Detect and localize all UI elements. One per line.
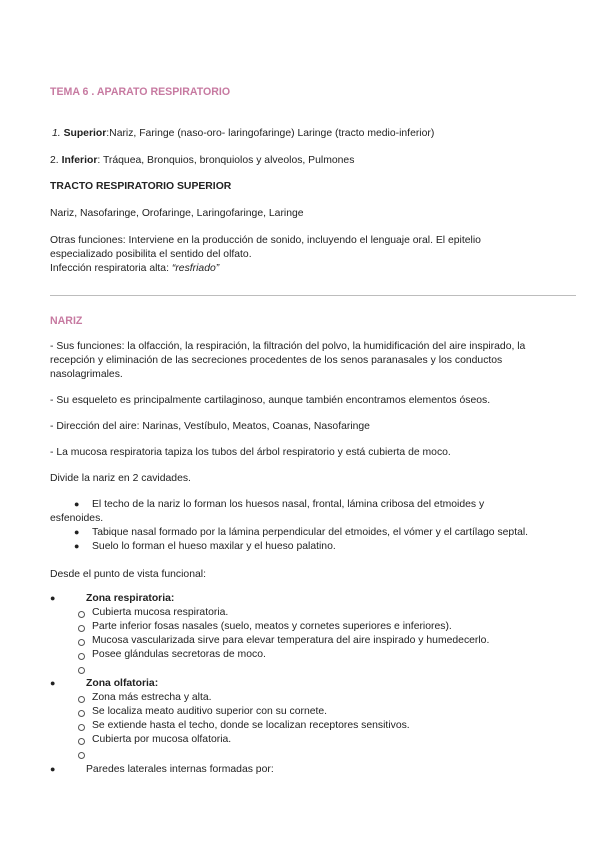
bullet-icon: ● [74,541,80,551]
sub-bullet-text: Parte inferior fosas nasales (suelo, meatos y cornetes superiores e inferiores). [92,621,452,632]
paragraph-desde: Desde el punto de vista funcional: [50,569,206,580]
list-item-inferior [50,154,354,168]
hollow-bullet-icon [78,611,85,618]
hollow-bullet-icon [78,667,85,674]
zona-olfatoria-title: Zona olfatoria: [86,678,159,689]
paragraph-esqueleto: - Su esqueleto es principalmente cartilaginoso, aunque también encontramos elementos óseos. [50,395,491,406]
paragraph-line: recepción y eliminación de las secreciones procedentes de los senos paranasales y los conductos [50,355,503,366]
hollow-bullet-icon [78,639,85,646]
paragraph-divide: Divide la nariz en 2 cavidades. [50,473,191,484]
list-number: 1. [52,128,61,139]
hollow-bullet-icon [78,710,85,717]
bullet-icon: ● [74,527,80,537]
bullet-icon: ● [50,593,56,603]
sub-bullet-text: Se extiende hasta el techo, donde se localizan receptores sensitivos. [92,720,410,731]
paragraph-line: especializado posibilita el sentido del olfato. [50,249,252,260]
paragraph-direccion: - Dirección del aire: Narinas, Vestíbulo, Meatos, Coanas, Nasofaringe [50,421,370,432]
bullet-text: Suelo lo forman el hueso maxilar y el hueso palatino. [92,541,336,552]
sub-bullet-text: Cubierta por mucosa olfatoria. [92,734,232,745]
bullet-text: Tabique nasal formado por la lámina perpendicular del etmoides, el vómer y el cartílago septal. [92,527,529,538]
hollow-bullet-icon [78,724,85,731]
infeccion-label: Infección respiratoria alta: [50,263,172,274]
hollow-bullet-icon [78,653,85,660]
bullet-text: El techo de la nariz lo forman los huesos nasal, frontal, lámina cribosa del etmoides y [92,499,485,510]
sub-bullet-text: Zona más estrecha y alta. [92,692,212,703]
sub-bullet-text: Cubierta mucosa respiratoria. [92,607,229,618]
page-title: TEMA 6 . APARATO RESPIRATORIO [50,86,231,98]
sub-bullet-text: Posee glándulas secretoras de moco. [92,649,266,660]
paragraph-mucosa: - La mucosa respiratoria tapiza los tubos del árbol respiratorio y está cubierta de moco. [50,447,451,458]
list-item-bold: Superior [63,128,107,139]
list-item-superior [52,127,434,141]
list-item-bold: Inferior [61,155,98,166]
horizontal-divider [50,295,576,296]
list-item-text: :Nariz, Faringe (naso-oro- laringofaringe) Laringe (tracto medio-inferior) [106,128,435,139]
section-heading-tracto: TRACTO RESPIRATORIO SUPERIOR [50,181,232,192]
tracto-list: Nariz, Nasofaringe, Orofaringe, Laringofaringe, Laringe [50,208,304,219]
paragraph-line: nasolagrimales. [50,369,123,380]
hollow-bullet-icon [78,696,85,703]
hollow-bullet-icon [78,625,85,632]
infeccion-value: “resfriado” [171,263,220,274]
list-number: 2. [50,155,59,166]
bullet-text: esfenoides. [50,513,104,524]
sub-bullet-text: Se localiza meato auditivo superior con su cornete. [92,706,328,717]
paragraph-line: - Sus funciones: la olfacción, la respiración, la filtración del polvo, la humidificación del aire inspirado, la [50,341,526,352]
paragraph-line [50,262,219,276]
sub-bullet-text: Mucosa vascularizada sirve para elevar temperatura del aire inspirado y humedecerlo. [92,635,490,646]
section-heading-nariz: NARIZ [50,315,83,327]
paragraph-line: Otras funciones: Interviene en la producción de sonido, incluyendo el lenguaje oral. El epitelio [50,235,481,246]
hollow-bullet-icon [78,738,85,745]
list-item-text: : Tráquea, Bronquios, bronquiolos y alveolos, Pulmones [97,155,355,166]
paredes-text: Paredes laterales internas formadas por: [86,764,274,775]
zona-respiratoria-title: Zona respiratoria: [86,593,175,604]
bullet-icon: ● [74,499,80,509]
bullet-icon: ● [50,764,56,774]
hollow-bullet-icon [78,752,85,759]
bullet-icon: ● [50,678,56,688]
